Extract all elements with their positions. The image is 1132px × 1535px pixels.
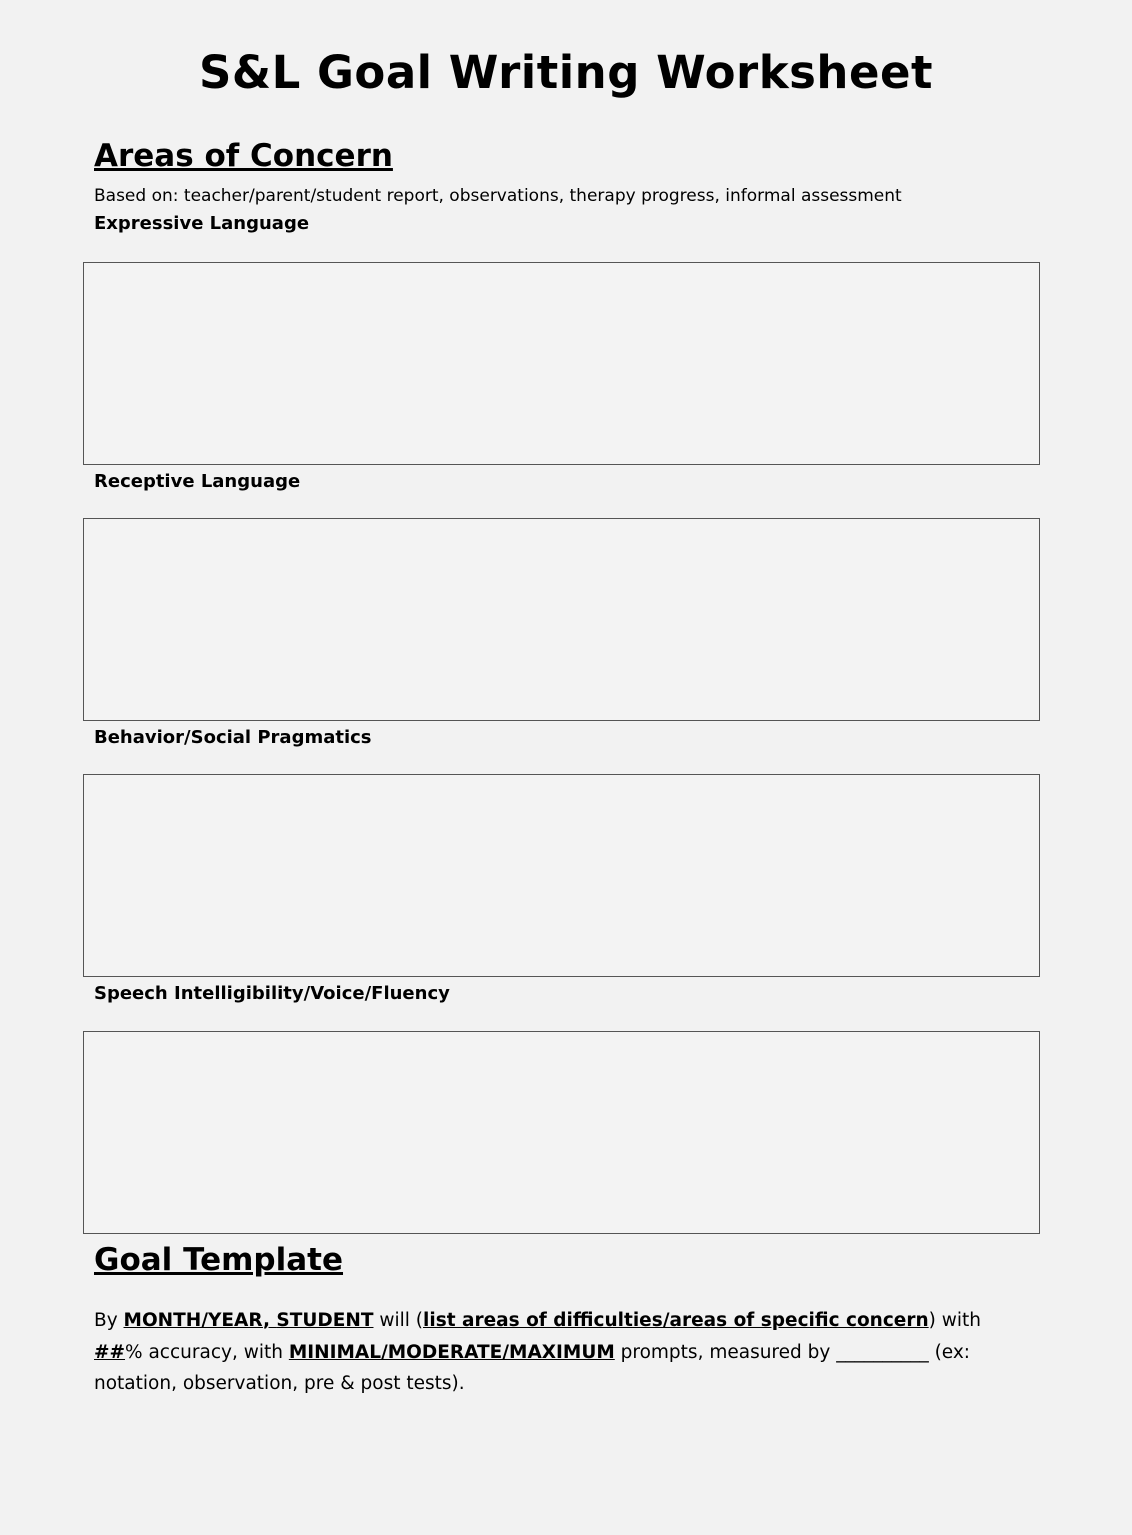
goal-text-part: ) with [928, 1310, 982, 1331]
goal-text-part: prompts, measured by __________ (ex: notation, observation, pre & post tests). [94, 1341, 971, 1394]
difficulties-placeholder: list areas of difficulties/areas of specific concern [423, 1310, 929, 1331]
receptive-language-label: Receptive Language [94, 471, 301, 492]
student-placeholder: STUDENT [276, 1310, 374, 1331]
goal-template-heading: Goal Template [94, 1242, 344, 1278]
month-year-placeholder: MONTH/YEAR [123, 1310, 263, 1331]
speech-intelligibility-label: Speech Intelligibility/Voice/Fluency [94, 983, 450, 1004]
goal-text-part: By [94, 1310, 124, 1331]
goal-template-text [94, 1305, 1034, 1400]
worksheet-title: S&L Goal Writing Worksheet [198, 46, 934, 99]
goal-text-part: % accuracy, with [125, 1341, 289, 1363]
expressive-language-label: Expressive Language [94, 213, 310, 234]
expressive-language-box[interactable] [83, 262, 1040, 465]
behavior-social-pragmatics-label: Behavior/Social Pragmatics [94, 727, 372, 748]
goal-text-comma: , [262, 1310, 277, 1331]
accuracy-placeholder: ## [94, 1341, 126, 1363]
prompt-level-placeholder: MINIMAL/MODERATE/MAXIMUM [288, 1341, 615, 1363]
receptive-language-box[interactable] [83, 518, 1040, 721]
based-on-note: Based on: teacher/parent/student report, observations, therapy progress, informal assessment [94, 186, 902, 206]
goal-text-part: will ( [373, 1310, 424, 1331]
behavior-social-pragmatics-box[interactable] [83, 774, 1040, 977]
speech-intelligibility-box[interactable] [83, 1031, 1040, 1234]
areas-of-concern-heading: Areas of Concern [94, 138, 393, 174]
